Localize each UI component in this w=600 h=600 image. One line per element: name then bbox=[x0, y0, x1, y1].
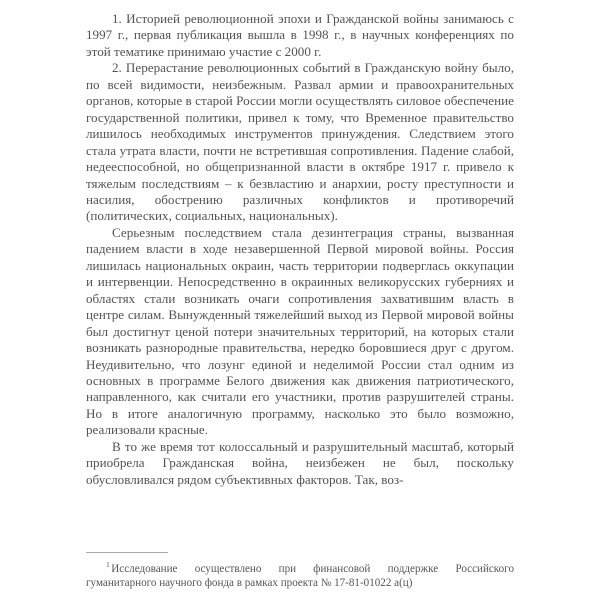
footnote-separator-rule bbox=[86, 552, 168, 553]
footnote-text bbox=[86, 562, 514, 590]
footnote-block bbox=[86, 552, 514, 590]
footnote-marker: 1 bbox=[106, 560, 110, 569]
footnote-body: Исследование осуществлено при финансовой поддержке Российского гуманитарного научного фонда в рамках проекта № 17-81-01022 а(ц) bbox=[86, 563, 514, 590]
paragraph-4: В то же время тот колоссальный и разрушительный масштаб, который приобрела Гражданская война, неизбежен не был, поскольку обусловливался рядом субъективных факторов. Так, воз- bbox=[86, 438, 514, 487]
paragraph-1: 1. Историей революционной эпохи и Гражданской войны занимаюсь с 1997 г., первая публикация вышла в 1998 г., в научных конференциях по этой тематике принимаю участие с 2000 г. bbox=[86, 11, 514, 59]
body-text-column bbox=[86, 11, 514, 488]
paragraph-2: 2. Перерастание революционных событий в Гражданскую войну было, по всей видимости, неизбежным. Развал армии и правоохранительных органов, которые в старой России могли осуществлять силовое обеспечение государственной политики, привел к тому, что Временное правительство лишилось необходимых инструментов принуждения. Следствием этого стала утрата власти, почти не встретившая сопротивления. Падение слабой, недееспособной, но общепризнанной власти в октябре 1917 г. привело к тяжелым последствиям – к безвластию и анархии, росту преступности и насилия, обострению различных конфликтов и противоречий (политических, социальных, национальных). bbox=[86, 60, 514, 224]
paragraph-3: Серьезным последствием стала дезинтеграция страны, вызванная падением власти в ходе незавершенной Первой мировой войны. Россия лишилась национальных окраин, часть территории подверглась оккупации и интервенции. Непосредственно в окраинных великорусских губерниях и областях стали возникать очаги сопротивления захватившим власть в центре силам. Вынужденный тяжелейший выход из Первой мировой войны был достигнут ценой потери значительных территорий, на которых стали возникать разнородные правительства, нередко боровшиеся друг с другом. Неудивительно, что лозунг единой и неделимой России стал одним из основных в программе Белого движения как движения патриотического, направленного, как считали его участники, против разрушителей страны. Но в итоге аналогичную программу, насколько это было возможно, реализовали красные. bbox=[86, 224, 514, 438]
